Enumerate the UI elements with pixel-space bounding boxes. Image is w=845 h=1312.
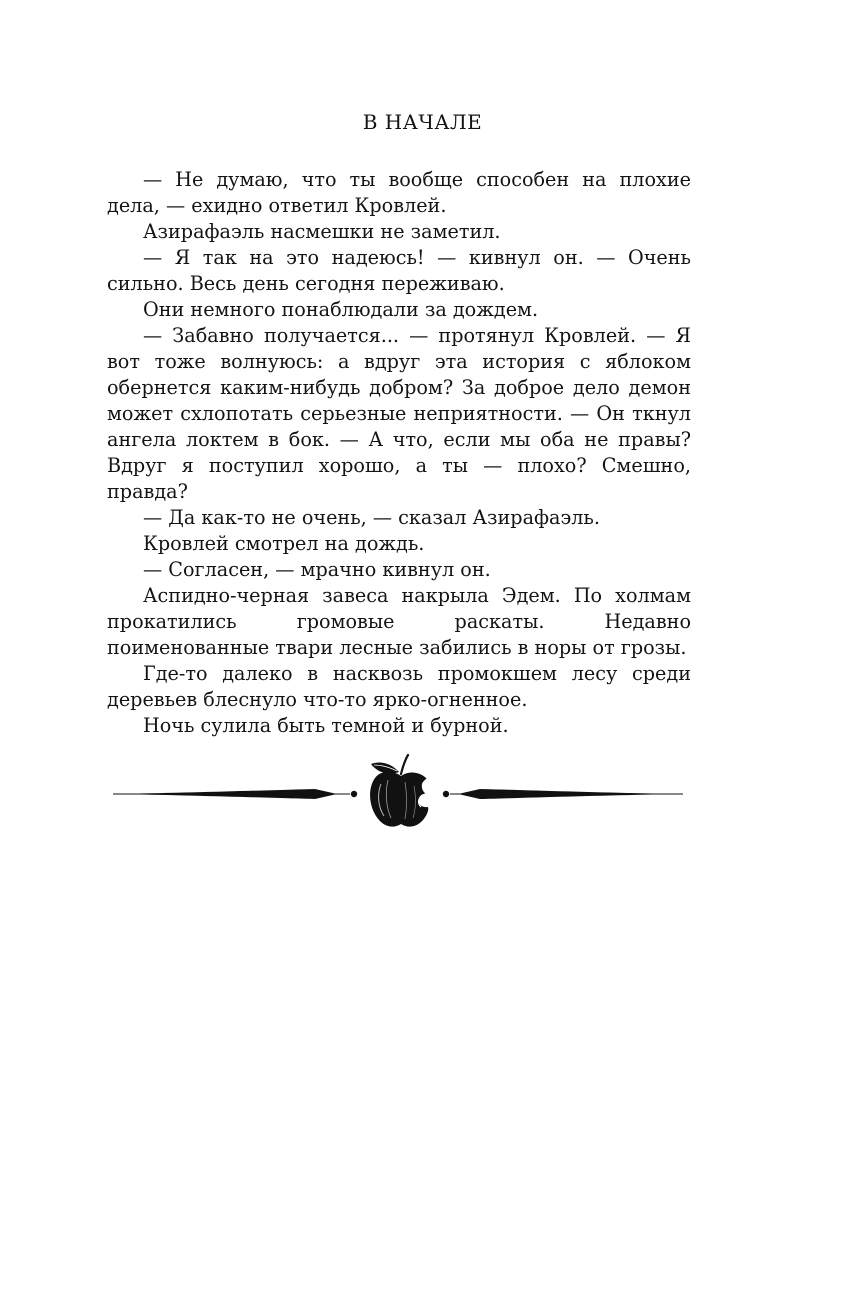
paragraph: — Да как-то не очень, — сказал Азирафаэль. <box>143 506 600 529</box>
paragraph: — Забавно получается... — протянул Кровлей. — Я вот тоже волнуюсь: а вдруг эта история с яблоком обернется каким-нибудь добром? За доброе дело демон может схлопотать серьезные неприятности. — Он ткнул ангела локтем в бок. — А что, если мы оба не правы? Вдруг я поступил хорошо, а ты — плохо? Смешно, правда? <box>107 324 691 503</box>
bitten-apple-icon <box>370 755 428 827</box>
left-dot <box>351 791 357 797</box>
paragraph: Они немного понаблюдали за дождем. <box>143 298 539 321</box>
paragraph: Ночь сулила быть темной и бурной. <box>143 714 509 737</box>
section-ornament <box>105 752 690 832</box>
paragraph: Аспидно-черная завеса накрыла Эдем. По холмам прокатились громовые раскаты. Недавно поименованные твари лесные забились в норы от грозы. <box>107 584 691 659</box>
paragraph: — Я так на это надеюсь! — кивнул он. — Очень сильно. Весь день сегодня переживаю. <box>107 246 691 295</box>
text-block <box>107 167 691 739</box>
paragraph: — Согласен, — мрачно кивнул он. <box>143 558 491 581</box>
paragraph: — Не думаю, что ты вообще способен на плохие дела, — ехидно ответил Кровлей. <box>107 168 691 217</box>
paragraph: Кровлей смотрел на дождь. <box>143 532 425 555</box>
running-head: В НАЧАЛЕ <box>362 110 483 134</box>
right-flourish <box>458 789 683 799</box>
paragraph: Азирафаэль насмешки не заметил. <box>143 220 501 243</box>
paragraph: Где-то далеко в насквозь промокшем лесу среди деревьев блеснуло что-то ярко-огненное. <box>107 662 691 711</box>
right-dot <box>443 791 449 797</box>
